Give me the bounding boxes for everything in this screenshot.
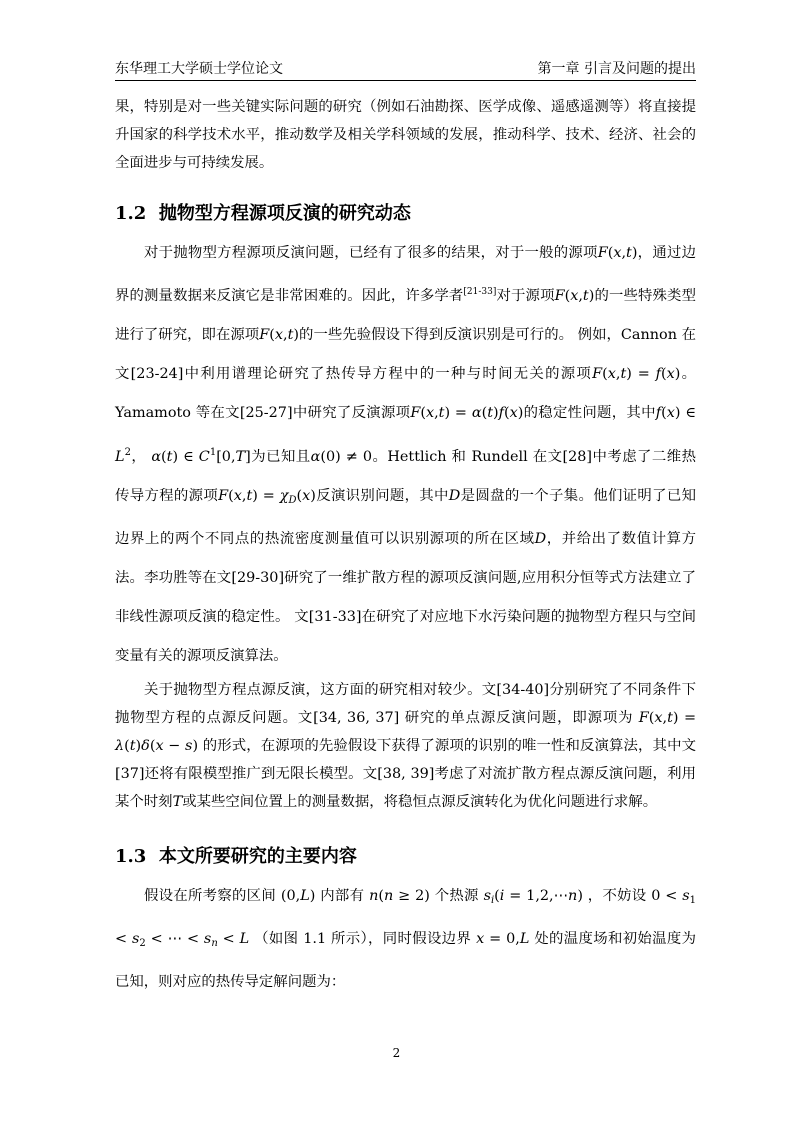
header-chapter-title: 第一章 引言及问题的提出 bbox=[537, 61, 696, 77]
header-thesis-title: 东华理工大学硕士学位论文 bbox=[115, 61, 283, 77]
page-body bbox=[115, 93, 696, 1002]
citation: [21-33] bbox=[463, 287, 497, 297]
page-number: 2 bbox=[392, 1046, 401, 1060]
section-title: 本文所要研究的主要内容 bbox=[158, 845, 357, 867]
paragraph-main-content: 假设在所考察的区间 (0,L) 内部有 n(n ≥ 2) 个热源 $s_i(i$ = 1,2,⋯n) ，不妨设 $0 < s_1 < s_2$ < ⋯ < $s_n < L$ （如图 1.1 所示），同时假设边界 x = 0,L 处的温度场和初始温度为已知，则对应的热传导定解问题为： bbox=[115, 887, 697, 990]
section-number: 1.3 bbox=[115, 845, 147, 867]
section-heading-1-3 bbox=[115, 842, 696, 872]
paragraph-source-inversion: 对于抛物型方程源项反演问题，已经有了很多的结果，对于一般的源项F(x,t)，通过边界的测量数据来反演它是非常困难的。因此，许多学者[21-33]对于源项F(x,t)的一些特殊类型进行了研究，即在源项F(x,t)的一些先验假设下得到反演识别是可行的。 例如，Cannon 在文[23-24]中利用谱理论研究了热传导方程中的一种与时间无关的源项F(x,t) = f(x)。Yamamoto 等在文[25-27]中研究了反演源项F(x,t) = α(t)f(x)的稳定性问题，其中f(x) ∈ $L^2$， α(t) ∈ $C^1[0,T]$为已知且α(0) ≠ 0。Hettlich 和 Rundell 在文[28]中考虑了二维热传导方程的源项$F(x,t) = \chi_D(x)$反演识别问题，其中D是圆盘的一个子集。他们证明了已知边界上的两个不同点的热流密度测量值可以识别源项的所在区域D，并给出了数值计算方法。李功胜等在文[29-30]研究了一维扩散方程的源项反演问题,应用积分恒等式方法建立了非线性源项反演的稳定性。 文[31-33]在研究了对应地下水污染问题的抛物型方程只与空间变量有关的源项反演算法。 bbox=[115, 245, 696, 664]
section-number: 1.2 bbox=[115, 203, 147, 224]
section-heading-1-2 bbox=[115, 199, 696, 229]
section-title: 抛物型方程源项反演的研究动态 bbox=[158, 203, 411, 224]
paragraph-continuation: 果，特别是对一些关键实际问题的研究（例如石油勘探、医学成像、遥感遥测等）将直接提升国家的科学技术水平，推动数学及相关学科领域的发展，推动科学、技术、经济、社会的全面进步与可持续发展。 bbox=[115, 99, 696, 171]
paragraph-point-source: 关于抛物型方程点源反演，这方面的研究相对较少。文[34-40]分别研究了不同条件下抛物型方程的点源反问题。文[34, 36, 37] 研究的单点源反演问题，即源项为 F(x,t) = λ(t)δ(x − s) 的形式，在源项的先验假设下获得了源项的识别的唯一性和反演算法，其中文[37]还将有限模型推广到无限长模型。文[38, 39]考虑了对流扩散方程点源反演问题，利用某个时刻T或某些空间位置上的测量数据，将稳恒点源反演转化为优化问题进行求解。 bbox=[115, 681, 697, 810]
page-header bbox=[115, 56, 696, 81]
